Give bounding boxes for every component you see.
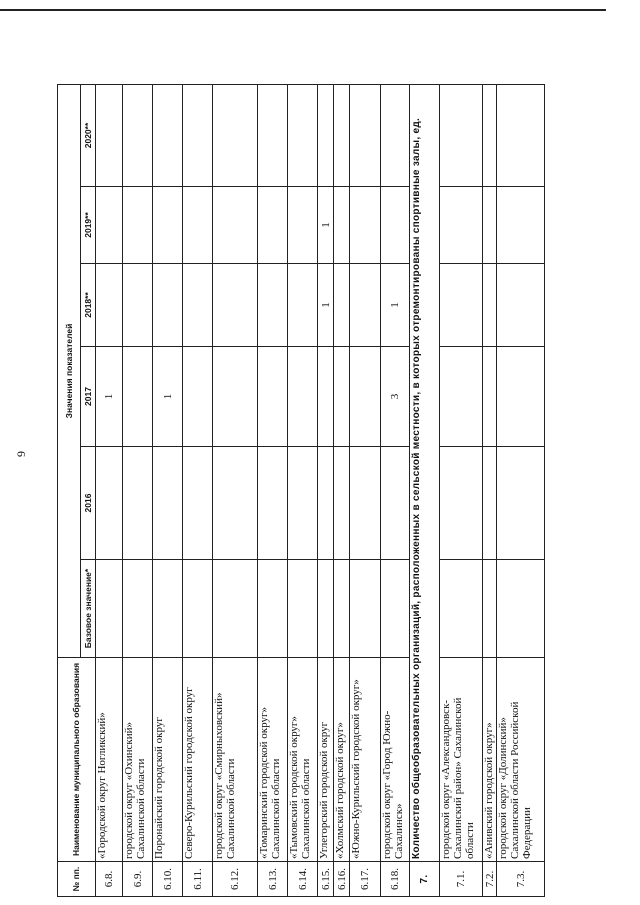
year-value [497,447,545,560]
year-value [123,84,153,186]
page-number: 9 [14,451,28,457]
municipality-name: городской округ «Город Южно-Сахалинск» [381,658,410,862]
year-value [258,84,288,186]
year-value [483,84,497,186]
year-value: 3 [381,347,410,447]
year-value [258,264,288,347]
row-number: 6.9. [123,862,153,897]
year-value [381,84,410,186]
year-value: 1 [318,264,334,347]
year-value [350,447,381,560]
indicators-table [57,84,545,897]
row-number: 6.11. [183,862,213,897]
year-value [288,347,318,447]
col-header-year: 2017 [81,347,96,447]
year-value [497,84,545,186]
year-value [318,347,334,447]
municipality-name: «Городской округ Ногликский» [96,658,123,862]
col-header-year: 2018** [81,264,96,347]
col-header-name: Наименование муниципального образования [58,658,96,862]
municipality-name: «Тымовский городской округ» Сахалинской области [288,658,318,862]
year-value [440,347,483,447]
year-value [440,447,483,560]
table-row [213,84,258,896]
year-value [288,84,318,186]
year-value [497,187,545,264]
year-value [213,84,258,186]
year-value [213,264,258,347]
year-value [153,187,183,264]
table-row [381,84,410,896]
table-row [350,84,381,896]
base-value [213,560,258,658]
year-value [381,447,410,560]
base-value [153,560,183,658]
year-value [440,187,483,264]
col-header-values-group: Значения показателей [58,84,81,657]
table-row [183,84,213,896]
year-value [213,347,258,447]
row-number: 6.14. [288,862,318,897]
year-value [153,447,183,560]
year-value [183,84,213,186]
year-value [183,187,213,264]
year-value: 1 [318,187,334,264]
municipality-name: «Холмский городской округ» [334,658,350,862]
municipality-name: «Томаринский городской округ» Сахалинской области [258,658,288,862]
year-value [483,560,497,658]
year-value [123,264,153,347]
table-row [153,84,183,896]
year-value [497,560,545,658]
year-value [440,560,483,658]
year-value [288,447,318,560]
municipality-name: «Анивский городской округ» [483,658,497,862]
section-title: Количество общеобразовательных организаций, расположенных в сельской местности, в которых отремонтированы спортивные залы, ед. [410,84,440,861]
section-number: 7. [410,862,440,897]
municipality-name: городской округ «Долинский» Сахалинской области Российской Федерации [497,658,545,862]
row-number: 6.13. [258,862,288,897]
year-value [497,264,545,347]
year-value [213,187,258,264]
col-header-year: 2016 [81,447,96,560]
municipality-name: городской округ «Смирныховский» Сахалинской области [213,658,258,862]
base-value [334,560,350,658]
year-value [483,347,497,447]
year-value [483,187,497,264]
row-number: 6.8. [96,862,123,897]
row-number: 7.3. [497,862,545,897]
year-value [440,264,483,347]
year-value [123,347,153,447]
year-value [258,187,288,264]
year-value [153,264,183,347]
row-number: 6.10. [153,862,183,897]
table-row [497,84,545,896]
year-value [183,264,213,347]
year-value [96,84,123,186]
col-header-num: № пп. [58,862,96,897]
base-value [288,560,318,658]
base-value [96,560,123,658]
year-value [334,347,350,447]
year-value [350,187,381,264]
year-value [381,187,410,264]
col-header-base: Базовое значение* [81,560,96,658]
year-value [96,187,123,264]
year-value [123,447,153,560]
municipality-name: Поронайский городской округ [153,658,183,862]
year-value [334,84,350,186]
base-value [350,560,381,658]
year-value: 1 [381,264,410,347]
year-value [96,447,123,560]
row-number: 6.16. [334,862,350,897]
table-row [334,84,350,896]
section-row [410,84,440,896]
year-value [334,264,350,347]
row-number: 6.12. [213,862,258,897]
year-value [288,187,318,264]
year-value [153,84,183,186]
year-value [350,347,381,447]
row-number: 7.1. [440,862,483,897]
base-value [123,560,153,658]
year-value [318,84,334,186]
year-value [213,447,258,560]
year-value [288,264,318,347]
year-value [483,447,497,560]
year-value [334,447,350,560]
row-number: 6.15. [318,862,334,897]
municipality-name: «Южно-Курильский городской округ» [350,658,381,862]
table-row [483,84,497,896]
year-value [183,347,213,447]
base-value [258,560,288,658]
year-value [123,187,153,264]
municipality-name: городской округ «Охинский» Сахалинской области [123,658,153,862]
municipality-name: Северо-Курильский городской округ [183,658,213,862]
col-header-year: 2019** [81,187,96,264]
table-row [288,84,318,896]
table-row [123,84,153,896]
table-row [440,84,483,896]
year-value [350,264,381,347]
year-value [258,447,288,560]
col-header-year: 2020** [81,84,96,186]
year-value [96,264,123,347]
base-value [183,560,213,658]
base-value [318,560,334,658]
row-number: 7.2. [483,862,497,897]
year-value [497,347,545,447]
municipality-name: городской округ «Александровск-Сахалинский район» Сахалинской области [440,658,483,862]
row-number: 6.17. [350,862,381,897]
year-value: 1 [153,347,183,447]
year-value [258,347,288,447]
year-value [318,447,334,560]
year-value [440,84,483,186]
year-value [483,264,497,347]
table-row [258,84,288,896]
year-value [183,447,213,560]
year-value [350,84,381,186]
table-row [318,84,334,896]
year-value: 1 [96,347,123,447]
table-row [96,84,123,896]
municipality-name: Углегорский городской округ [318,658,334,862]
row-number: 6.18. [381,862,410,897]
year-value [334,187,350,264]
base-value [381,560,410,658]
